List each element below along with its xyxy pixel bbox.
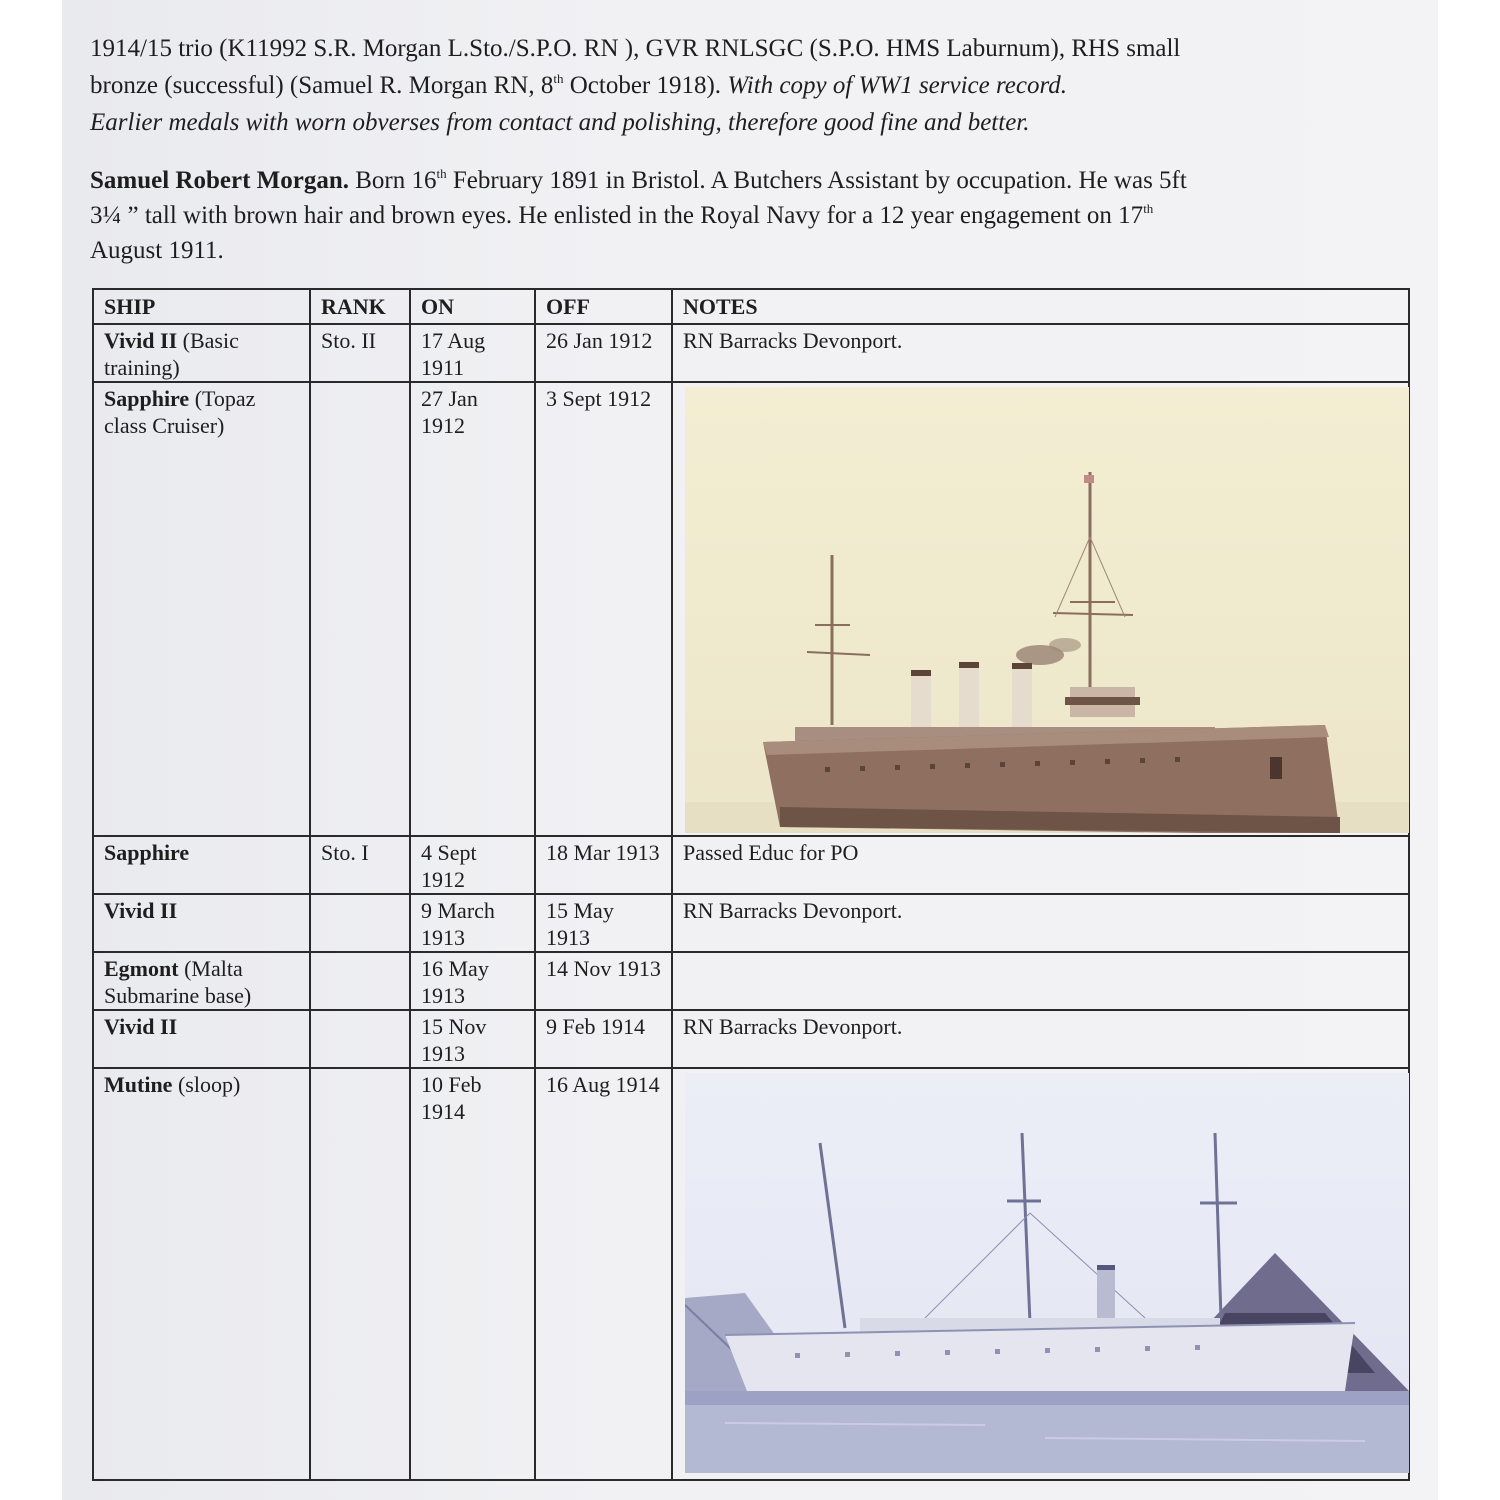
bio-name: Samuel Robert Morgan. [90, 167, 349, 194]
header-rank: RANK [310, 289, 410, 324]
off-cell: 14 Nov 1913 [535, 952, 672, 1010]
sapphire-cruiser-photo [685, 387, 1409, 833]
ship-cell: Vivid II (Basic training) [93, 324, 310, 382]
table-row [93, 324, 1409, 382]
off-cell: 9 Feb 1914 [535, 1010, 672, 1068]
off-cell: 18 Mar 1913 [535, 836, 672, 894]
notes-cell [672, 1068, 1409, 1480]
notes-cell [672, 952, 1409, 1010]
on-cell: 27 Jan 1912 [410, 382, 535, 836]
rank-cell [310, 382, 410, 836]
ship-cell: Sapphire (Topaz class Cruiser) [93, 382, 310, 836]
table-row [93, 1068, 1409, 1480]
header-ship: SHIP [93, 289, 310, 324]
ship-cell: Mutine (sloop) [93, 1068, 310, 1480]
notes-cell: Passed Educ for PO [672, 836, 1409, 894]
rank-cell [310, 952, 410, 1010]
notes-cell: RN Barracks Devonport. [672, 894, 1409, 952]
biography [90, 163, 1390, 268]
header-notes: NOTES [672, 289, 1409, 324]
table-row [93, 952, 1409, 1010]
intro-line-3: Earlier medals with worn obverses from contact and polishing, therefore good fine and better. [90, 109, 1030, 136]
rank-cell: Sto. I [310, 836, 410, 894]
bio-line-3: August 1911. [90, 237, 224, 264]
notes-cell: RN Barracks Devonport. [672, 324, 1409, 382]
notes-cell [672, 382, 1409, 836]
off-cell: 3 Sept 1912 [535, 382, 672, 836]
table-row [93, 382, 1409, 836]
table-header-row [93, 289, 1409, 324]
ship-cell: Egmont (Malta Submarine base) [93, 952, 310, 1010]
notes-cell: RN Barracks Devonport. [672, 1010, 1409, 1068]
intro-line-2: bronze (successful) (Samuel R. Morgan RN, 8th October 1918). With copy of WW1 service record. [90, 71, 1068, 99]
off-cell: 15 May 1913 [535, 894, 672, 952]
bio-line-2: 3¼ ” tall with brown hair and brown eyes. He enlisted in the Royal Navy for a 12 year engagement on 17th [90, 201, 1154, 229]
rank-cell [310, 1010, 410, 1068]
bio-line-1: Samuel Robert Morgan. Born 16th February 1891 in Bristol. A Butchers Assistant by occupation. He was 5ft [90, 166, 1187, 194]
on-cell: 9 March 1913 [410, 894, 535, 952]
table-row [93, 836, 1409, 894]
lot-description [90, 30, 1390, 141]
ship-cell: Sapphire [93, 836, 310, 894]
on-cell: 16 May 1913 [410, 952, 535, 1010]
header-off: OFF [535, 289, 672, 324]
intro-line-1: 1914/15 trio (K11992 S.R. Morgan L.Sto./S.P.O. RN ), GVR RNLSGC (S.P.O. HMS Laburnum), RHS small [90, 35, 1181, 62]
rank-cell [310, 1068, 410, 1480]
rank-cell: Sto. II [310, 324, 410, 382]
on-cell: 17 Aug 1911 [410, 324, 535, 382]
rank-cell [310, 894, 410, 952]
off-cell: 26 Jan 1912 [535, 324, 672, 382]
off-cell: 16 Aug 1914 [535, 1068, 672, 1480]
on-cell: 4 Sept 1912 [410, 836, 535, 894]
header-on: ON [410, 289, 535, 324]
on-cell: 15 Nov 1913 [410, 1010, 535, 1068]
table-row [93, 894, 1409, 952]
service-record-table [92, 288, 1410, 1481]
ship-cell: Vivid II [93, 1010, 310, 1068]
ship-cell: Vivid II [93, 894, 310, 952]
mutine-sloop-photo [685, 1073, 1409, 1473]
table-row [93, 1010, 1409, 1068]
on-cell: 10 Feb 1914 [410, 1068, 535, 1480]
